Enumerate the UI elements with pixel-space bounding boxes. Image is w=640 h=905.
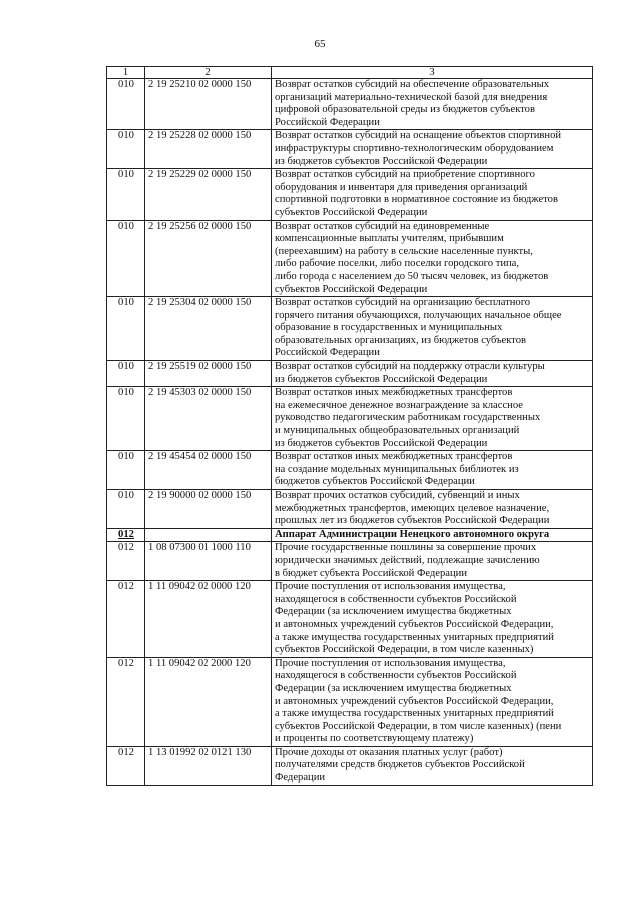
revenue-code: 1 13 01992 02 0121 130 <box>145 746 272 785</box>
revenue-description: Прочие доходы от оказания платных услуг (работ) получателями средств бюджетов субъектов Российской Федерации <box>272 746 593 785</box>
administrator-code: 010 <box>107 130 145 169</box>
administrator-code: 010 <box>107 297 145 361</box>
table-row <box>107 361 593 387</box>
administrator-code: 010 <box>107 490 145 529</box>
revenue-code: 1 11 09042 02 2000 120 <box>145 657 272 746</box>
revenue-description: Возврат остатков субсидий на единовременные компенсационные выплаты учителям, прибывшим (переехавшим) на работу в сельские населенные пункты, либо рабочие поселки, либо поселки городского типа, либо города с населением до 50 тысяч человек, из бюджетов субъектов Российской Федерации <box>272 220 593 297</box>
table-row <box>107 490 593 529</box>
revenue-code: 1 08 07300 01 1000 110 <box>145 542 272 581</box>
section-title: Аппарат Администрации Ненецкого автономного округа <box>272 528 593 542</box>
revenue-code: 2 19 25210 02 0000 150 <box>145 79 272 130</box>
revenue-code: 1 11 09042 02 0000 120 <box>145 581 272 658</box>
table-row <box>107 169 593 220</box>
revenue-code: 2 19 25304 02 0000 150 <box>145 297 272 361</box>
table-header-row <box>107 67 593 79</box>
revenue-description: Возврат остатков субсидий на организацию бесплатного горячего питания обучающихся, получающих начальное общее образование в государственных и муниципальных образовательных организациях, из бюджетов субъектов Российской Федерации <box>272 297 593 361</box>
administrator-code: 010 <box>107 79 145 130</box>
page-number: 65 <box>314 38 326 50</box>
revenue-description: Прочие поступления от использования имущества, находящегося в собственности субъектов Российской Федерации (за исключением имущества бюджетных и автономных учреждений субъектов Российской Федерации, а также имущества государственных унитарных предприятий субъектов Российской Федерации, в том числе казенных) (пени и проценты по соответствующему платежу) <box>272 657 593 746</box>
revenue-code: 2 19 45454 02 0000 150 <box>145 451 272 490</box>
revenue-description: Возврат остатков иных межбюджетных трансфертов на создание модельных муниципальных библиотек из бюджетов субъектов Российской Федерации <box>272 451 593 490</box>
revenue-code: 2 19 45303 02 0000 150 <box>145 387 272 451</box>
revenue-description: Возврат остатков субсидий на поддержку отрасли культуры из бюджетов субъектов Российской Федерации <box>272 361 593 387</box>
revenue-description: Возврат остатков иных межбюджетных трансфертов на ежемесячное денежное вознаграждение за классное руководство педагогическим работникам государственных и муниципальных общеобразовательных организаций из бюджетов субъектов Российской Федерации <box>272 387 593 451</box>
table-body <box>107 79 593 786</box>
revenue-description: Возврат остатков субсидий на обеспечение образовательных организаций материально-технической базой для внедрения цифровой образовательной среды из бюджетов субъектов Российской Федерации <box>272 79 593 130</box>
revenue-code: 2 19 25256 02 0000 150 <box>145 220 272 297</box>
administrator-code: 012 <box>107 657 145 746</box>
table-row <box>107 220 593 297</box>
administrator-code: 012 <box>107 542 145 581</box>
column-header-2: 2 <box>145 67 272 79</box>
table-row <box>107 542 593 581</box>
administrator-code: 010 <box>107 169 145 220</box>
administrator-code: 012 <box>107 746 145 785</box>
section-header-row <box>107 528 593 542</box>
column-header-1: 1 <box>107 67 145 79</box>
administrator-code: 010 <box>107 387 145 451</box>
administrator-code: 010 <box>107 451 145 490</box>
revenue-code <box>145 528 272 542</box>
revenue-description: Прочие государственные пошлины за совершение прочих юридически значимых действий, подлежащие зачислению в бюджет субъекта Российской Федерации <box>272 542 593 581</box>
revenue-code: 2 19 90000 02 0000 150 <box>145 490 272 529</box>
column-header-3: 3 <box>272 67 593 79</box>
administrator-code: 012 <box>107 581 145 658</box>
revenue-code: 2 19 25229 02 0000 150 <box>145 169 272 220</box>
revenue-description: Возврат остатков субсидий на оснащение объектов спортивной инфраструктуры спортивно-технологическим оборудованием из бюджетов субъектов Российской Федерации <box>272 130 593 169</box>
budget-classification-table <box>106 66 593 786</box>
table-row <box>107 130 593 169</box>
revenue-code: 2 19 25519 02 0000 150 <box>145 361 272 387</box>
revenue-description: Возврат остатков субсидий на приобретение спортивного оборудования и инвентаря для приведения организаций спортивной подготовки в нормативное состояние из бюджетов субъектов Российской Федерации <box>272 169 593 220</box>
table-row <box>107 581 593 658</box>
table-row <box>107 746 593 785</box>
table-row <box>107 657 593 746</box>
administrator-code: 010 <box>107 220 145 297</box>
table-row <box>107 79 593 130</box>
table-row <box>107 297 593 361</box>
administrator-code: 012 <box>107 528 145 542</box>
table-row <box>107 387 593 451</box>
table-row <box>107 451 593 490</box>
revenue-code: 2 19 25228 02 0000 150 <box>145 130 272 169</box>
administrator-code: 010 <box>107 361 145 387</box>
revenue-description: Прочие поступления от использования имущества, находящегося в собственности субъектов Российской Федерации (за исключением имущества бюджетных и автономных учреждений субъектов Российской Федерации, а также имущества государственных унитарных предприятий субъектов Российской Федерации, в том числе казенных) <box>272 581 593 658</box>
revenue-description: Возврат прочих остатков субсидий, субвенций и иных межбюджетных трансфертов, имеющих целевое назначение, прошлых лет из бюджетов субъектов Российской Федерации <box>272 490 593 529</box>
